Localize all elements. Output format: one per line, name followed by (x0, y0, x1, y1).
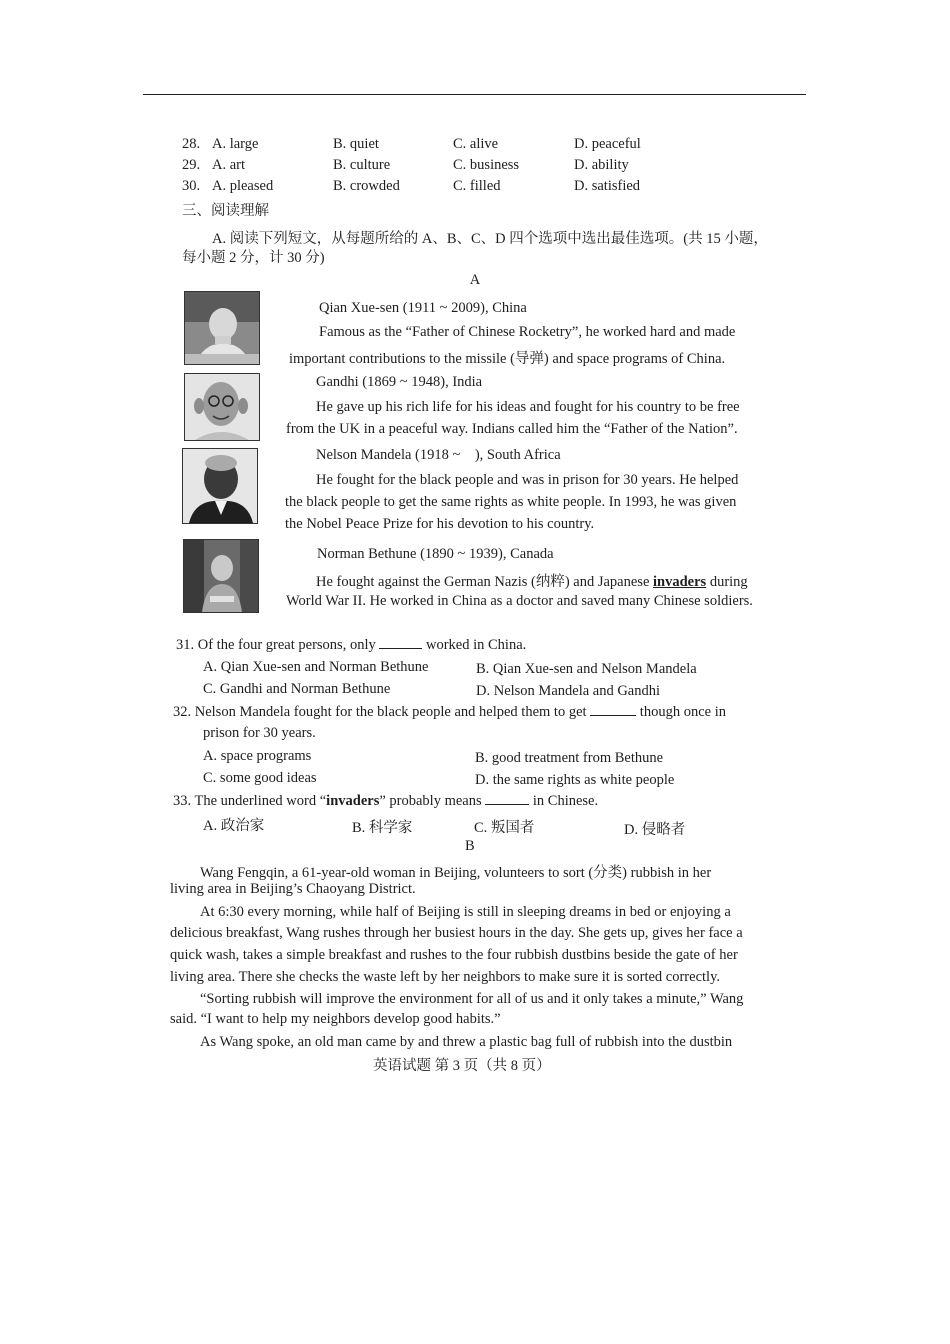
person-4-line-1-text: He fought against the German Nazis (纳粹) and Japanese (316, 574, 654, 590)
top-divider (143, 94, 806, 95)
passage-b-line-8: said. “I want to help my neighbors develop good habits.” (170, 1011, 501, 1027)
option-c: C. filled (453, 178, 501, 194)
passage-b-line-1: Wang Fengqin, a 61-year-old woman in Beijing, volunteers to sort (分类) rubbish in her (200, 865, 712, 881)
portrait-image-icon (185, 374, 259, 440)
question-32-stem-end: though once in (639, 704, 726, 720)
option-a: A. pleased (212, 178, 274, 194)
passage-b-line-7: “Sorting rubbish will improve the environment for all of us and it only takes a minute,” Wang (200, 991, 744, 1007)
person-2-line-1: He gave up his rich life for his ideas and fought for his country to be free (316, 399, 740, 415)
answer-blank (485, 792, 529, 805)
portrait-image-icon (183, 449, 257, 523)
question-32-stem (173, 703, 726, 721)
passage-b-line-4: delicious breakfast, Wang rushes through her busiest hours in the day. She gets up, gives her face a (170, 925, 743, 941)
photo-gandhi (184, 373, 260, 441)
page-footer: 英语试题 第 3 页（共 8 页） (373, 1058, 551, 1074)
section-title: 三、阅读理解 (182, 203, 269, 219)
portrait-image-icon (185, 292, 259, 364)
passage-b-line-6: living area. There she checks the waste left by her neighbors to make sure it is sorted correctly. (170, 969, 721, 985)
question-32-option-d: D. the same rights as white people (475, 772, 675, 788)
instructions-line-2: 每小题 2 分，计 30 分) (182, 250, 325, 266)
passage-a-label: A (469, 272, 481, 288)
person-2-heading: Gandhi (1869 ~ 1948), India (316, 374, 483, 390)
option-a: A. large (212, 136, 259, 152)
person-1-line-1: Famous as the “Father of Chinese Rocketry”, he worked hard and made (319, 324, 736, 340)
photo-qian-xuesen (184, 291, 260, 365)
person-3-line-3: the Nobel Peace Prize for his devotion to his country. (285, 516, 595, 532)
passage-b-line-5: quick wash, takes a simple breakfast and rushes to the four rubbish dustbins beside the gate of her (170, 947, 738, 963)
question-33-option-b: B. 科学家 (352, 820, 413, 836)
option-a: A. art (212, 157, 246, 173)
person-4-line-1 (316, 570, 748, 591)
question-31-stem-end: worked in China. (425, 637, 527, 653)
question-32-option-a: A. space programs (203, 748, 312, 764)
question-33-option-d: D. 侵略者 (624, 822, 686, 838)
passage-b-line-2: living area in Beijing’s Chaoyang District. (170, 881, 416, 897)
option-c: C. business (453, 157, 520, 173)
question-31-stem (176, 636, 526, 654)
person-1-heading: Qian Xue-sen (1911 ~ 2009), China (319, 300, 527, 316)
question-32-stem-start: Nelson Mandela fought for the black people and helped them to get (194, 704, 587, 720)
question-32-option-b: B. good treatment from Bethune (475, 750, 664, 766)
question-33-stem-mid: ” probably means (379, 793, 482, 809)
question-number: 28. (182, 136, 201, 152)
question-33-option-a: A. 政治家 (203, 818, 265, 834)
invaders-word-bold: invaders (326, 793, 380, 809)
question-33-stem-end: in Chinese. (532, 793, 599, 809)
option-b: B. crowded (333, 178, 400, 194)
question-33-number: 33. (173, 793, 192, 809)
answer-blank (379, 636, 422, 649)
question-31-option-c: C. Gandhi and Norman Bethune (203, 681, 391, 697)
option-d: D. peaceful (574, 136, 641, 152)
person-2-line-2: from the UK in a peaceful way. Indians called him the “Father of the Nation”. (286, 421, 738, 437)
portrait-image-icon (184, 540, 258, 612)
option-d: D. ability (574, 157, 629, 173)
question-32-stem-line-2: prison for 30 years. (203, 725, 316, 741)
question-31-option-a: A. Qian Xue-sen and Norman Bethune (203, 659, 429, 675)
person-3-line-2: the black people to get the same rights as white people. In 1993, he was given (285, 494, 737, 510)
person-3-line-1: He fought for the black people and was in prison for 30 years. He helped (316, 472, 739, 488)
question-32-number: 32. (173, 704, 192, 720)
person-4-line-2: World War II. He worked in China as a doctor and saved many Chinese soldiers. (286, 593, 753, 609)
question-31-stem-start: Of the four great persons, only (197, 637, 376, 653)
photo-nelson-mandela (182, 448, 258, 524)
question-31-option-d: D. Nelson Mandela and Gandhi (476, 683, 661, 699)
invaders-word: invaders (653, 574, 707, 590)
person-4-line-1-end: during (706, 574, 748, 590)
question-33-option-c: C. 叛国者 (474, 820, 535, 836)
person-4-heading: Norman Bethune (1890 ~ 1939), Canada (317, 546, 554, 562)
passage-b-label: B (465, 838, 475, 854)
question-33-stem-start: The underlined word “ (194, 793, 327, 809)
instructions-line-1: A. 阅读下列短文，从每题所给的 A、B、C、D 四个选项中选出最佳选项。(共 15 小题， (212, 231, 768, 247)
question-33-stem (173, 792, 598, 810)
person-1-line-2: important contributions to the missile (导弹) and space programs of China. (289, 351, 726, 367)
answer-blank (590, 703, 636, 716)
option-d: D. satisfied (574, 178, 641, 194)
question-number: 30. (182, 178, 201, 194)
question-31-option-b: B. Qian Xue-sen and Nelson Mandela (476, 661, 697, 677)
question-number: 29. (182, 157, 201, 173)
question-32-option-c: C. some good ideas (203, 770, 317, 786)
person-3-heading: Nelson Mandela (1918 ~ ), South Africa (316, 447, 561, 463)
option-b: B. quiet (333, 136, 379, 152)
option-b: B. culture (333, 157, 391, 173)
photo-norman-bethune (183, 539, 259, 613)
question-31-number: 31. (176, 637, 195, 653)
option-c: C. alive (453, 136, 499, 152)
passage-b-line-9: As Wang spoke, an old man came by and threw a plastic bag full of rubbish into the dustbin (200, 1034, 733, 1050)
passage-b-line-3: At 6:30 every morning, while half of Beijing is still in sleeping dreams in bed or enjoying a (200, 904, 731, 920)
